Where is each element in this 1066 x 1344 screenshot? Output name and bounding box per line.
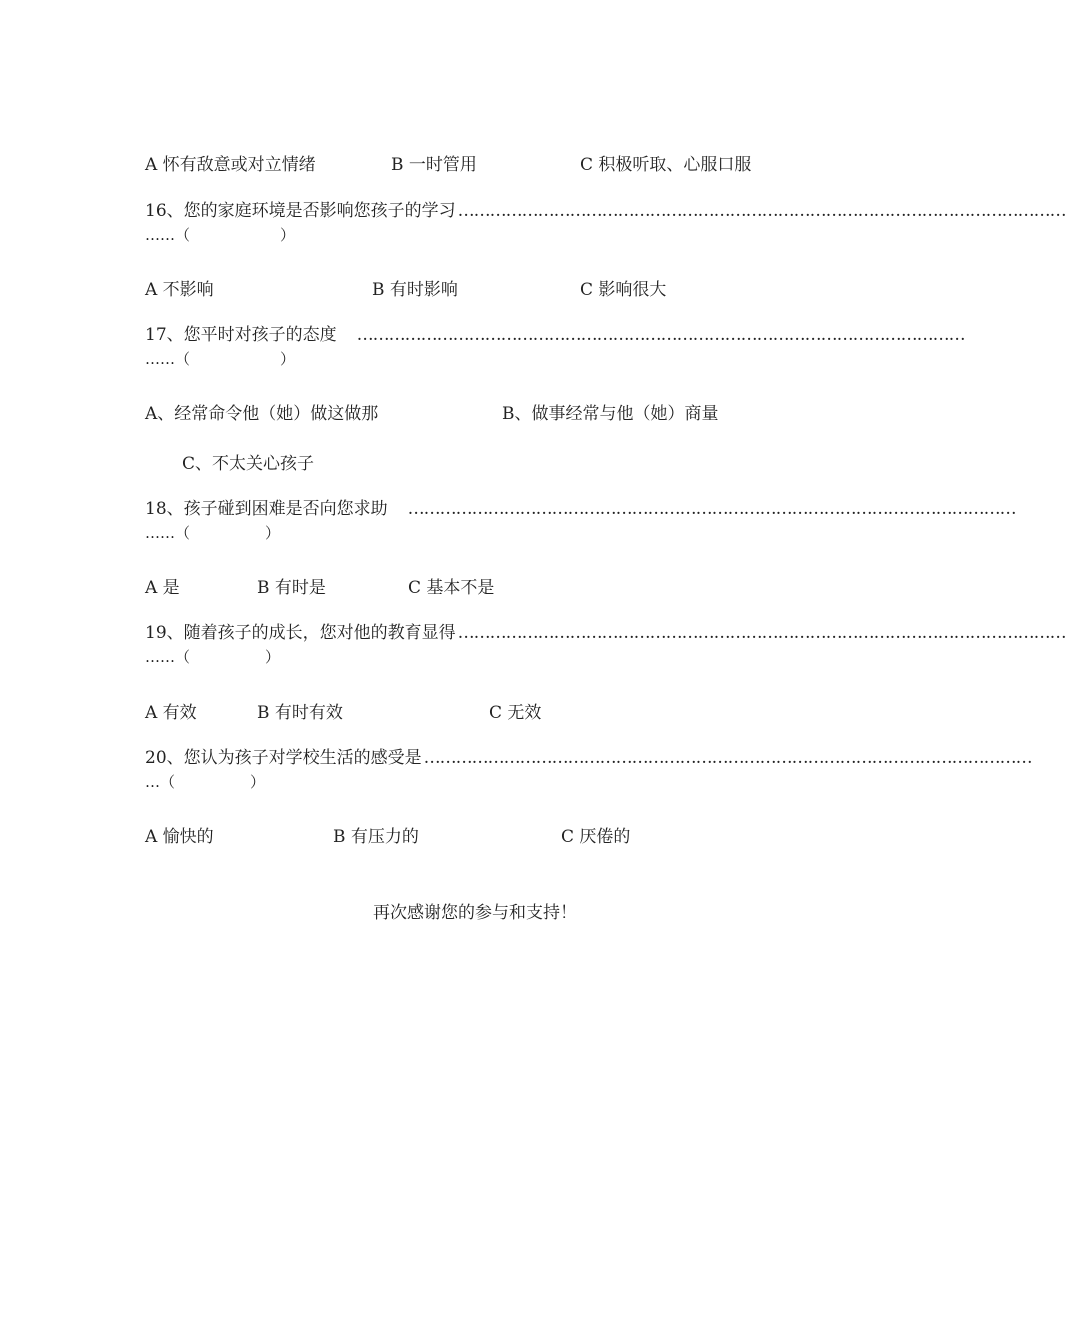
- question-17: [145, 324, 965, 370]
- q17-option-c: C、不太关心孩子: [182, 454, 315, 474]
- q16-option-c: C 影响很大: [580, 280, 667, 300]
- question-16-text: 16、您的家庭环境是否影响您孩子的学习: [145, 201, 456, 221]
- q19-option-b: B 有时有效: [257, 703, 343, 723]
- dot-leader: ……………………………………………………………………………………………………: [356, 325, 965, 345]
- question-19-answer-blank: ……（ ）: [145, 648, 281, 666]
- dot-leader: ……………………………………………………………………………………………………: [457, 201, 1066, 221]
- q17-option-a: A、经常命令他（她）做这做那: [145, 404, 379, 424]
- question-20-text: 20、您认为孩子对学校生活的感受是: [145, 748, 422, 768]
- question-16-answer-blank: ……（ ）: [145, 226, 296, 244]
- q18-option-b: B 有时是: [257, 578, 326, 598]
- q18-option-c: C 基本不是: [408, 578, 495, 598]
- question-18-text: 18、孩子碰到困难是否向您求助: [145, 499, 388, 519]
- q20-option-c: C 厌倦的: [561, 827, 631, 847]
- q15-option-a: A 怀有敌意或对立情绪: [145, 155, 316, 175]
- question-20: [145, 747, 1032, 793]
- question-18-answer-blank: ……（ ）: [145, 524, 281, 542]
- dot-leader: ……………………………………………………………………………………………………: [423, 748, 1032, 768]
- q20-option-a: A 愉快的: [145, 827, 214, 847]
- q15-option-c: C 积极听取、心服口服: [580, 155, 752, 175]
- q15-option-b: B 一时管用: [391, 155, 477, 175]
- closing-thanks: 再次感谢您的参与和支持！: [373, 903, 577, 923]
- dot-leader: ……………………………………………………………………………………………………: [407, 499, 1016, 519]
- q16-option-a: A 不影响: [145, 280, 214, 300]
- question-18: [145, 498, 1016, 544]
- question-19-text: 19、随着孩子的成长，您对他的教育显得: [145, 623, 456, 643]
- dot-leader: ……………………………………………………………………………………………………: [457, 623, 1066, 643]
- q16-option-b: B 有时影响: [372, 280, 458, 300]
- q17-option-b: B、做事经常与他（她）商量: [502, 404, 719, 424]
- q18-option-a: A 是: [145, 578, 180, 598]
- question-16: [145, 200, 1066, 246]
- q20-option-b: B 有压力的: [333, 827, 419, 847]
- question-17-text: 17、您平时对孩子的态度: [145, 325, 337, 345]
- q19-option-a: A 有效: [145, 703, 197, 723]
- q19-option-c: C 无效: [489, 703, 542, 723]
- question-17-answer-blank: ……（ ）: [145, 350, 296, 368]
- question-19: [145, 622, 1066, 668]
- question-20-answer-blank: …（ ）: [145, 773, 266, 791]
